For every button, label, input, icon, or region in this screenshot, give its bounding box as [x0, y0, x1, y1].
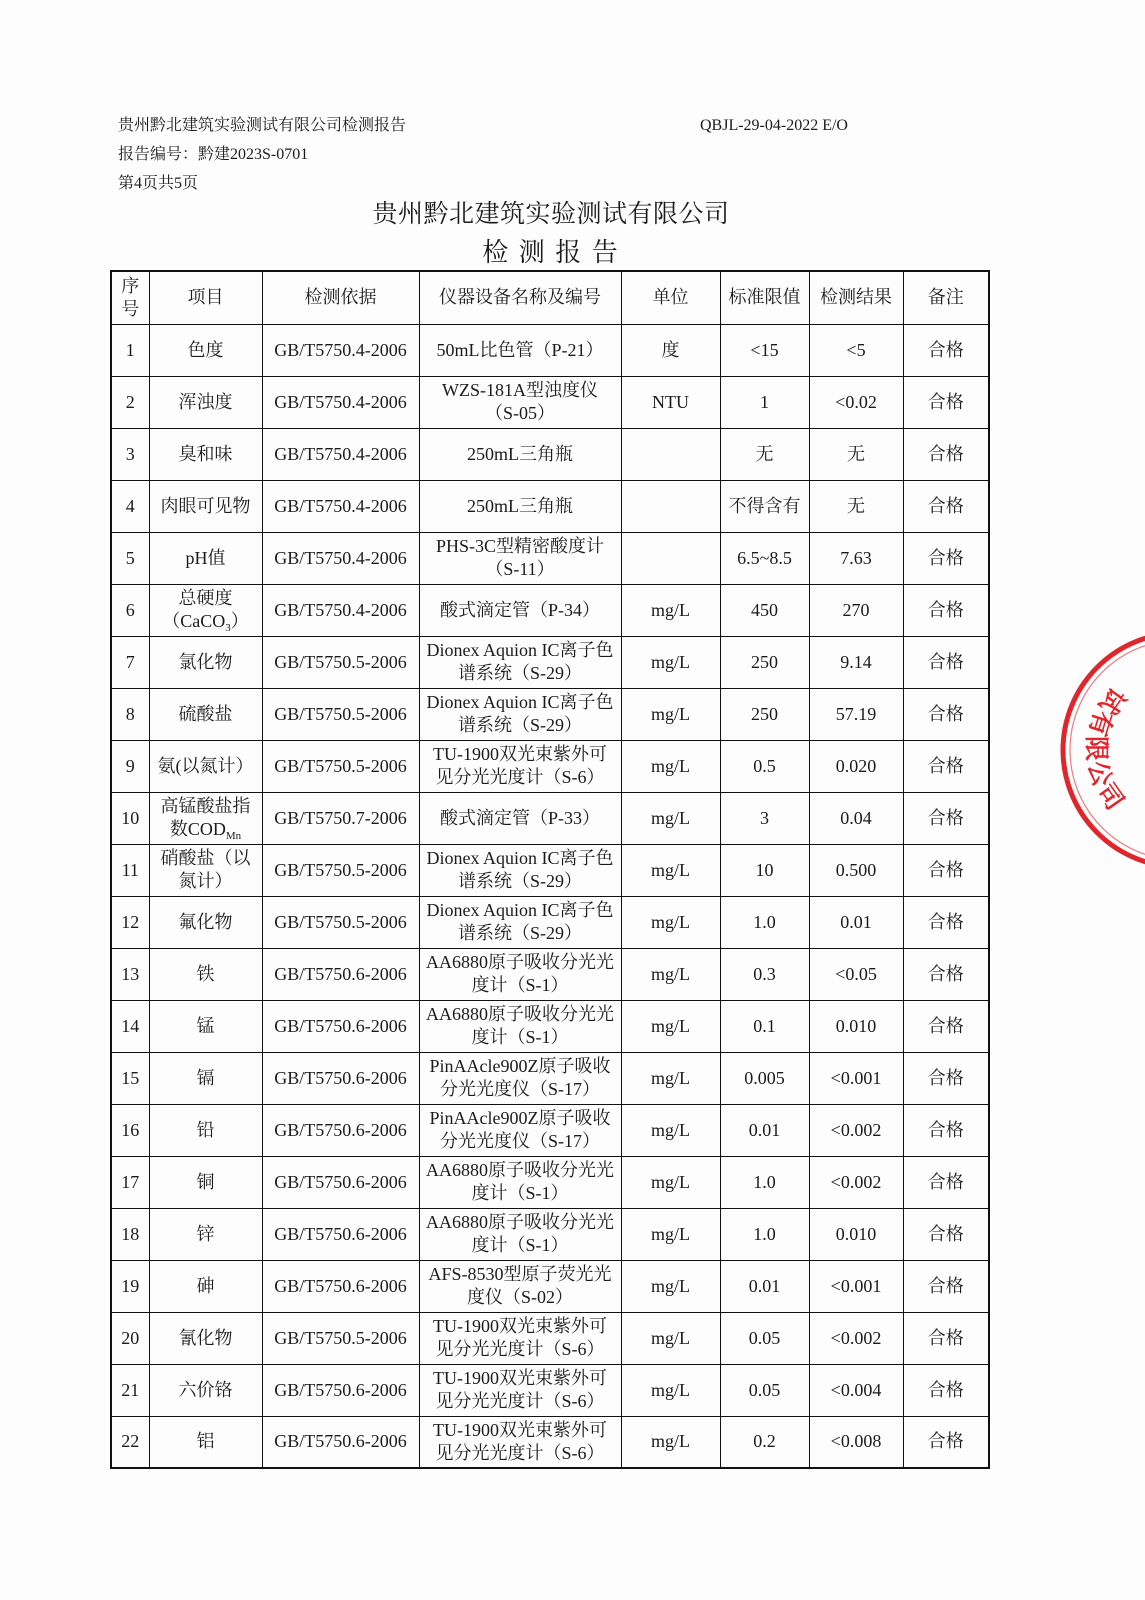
table-header-row — [111, 271, 989, 324]
cell-limit: 450 — [720, 584, 809, 636]
cell-result: 无 — [809, 480, 903, 532]
table-row — [111, 636, 989, 688]
cell-remark: 合格 — [903, 532, 989, 584]
table-row — [111, 1052, 989, 1104]
cell-result: <0.001 — [809, 1052, 903, 1104]
cell-seq: 13 — [111, 948, 149, 1000]
cell-result: <0.001 — [809, 1260, 903, 1312]
cell-result: 0.020 — [809, 740, 903, 792]
cell-method: GB/T5750.4-2006 — [262, 584, 419, 636]
report-header-company: 贵州黔北建筑实验测试有限公司检测报告 — [118, 117, 407, 134]
cell-item: 臭和味 — [149, 428, 262, 480]
cell-seq: 2 — [111, 376, 149, 428]
cell-method: GB/T5750.5-2006 — [262, 636, 419, 688]
cell-item: 硝酸盐（以氮计） — [149, 844, 262, 896]
cell-seq: 10 — [111, 792, 149, 844]
cell-seq: 22 — [111, 1416, 149, 1468]
column-header-limit: 标准限值 — [720, 271, 809, 324]
cell-method: GB/T5750.4-2006 — [262, 324, 419, 376]
cell-instrument: Dionex Aquion IC离子色谱系统（S-29） — [419, 688, 621, 740]
cell-seq: 9 — [111, 740, 149, 792]
table-row — [111, 740, 989, 792]
cell-instrument: 酸式滴定管（P-33） — [419, 792, 621, 844]
cell-method: GB/T5750.6-2006 — [262, 1416, 419, 1468]
cell-method: GB/T5750.6-2006 — [262, 948, 419, 1000]
cell-result: 7.63 — [809, 532, 903, 584]
cell-remark: 合格 — [903, 1416, 989, 1468]
cell-remark: 合格 — [903, 480, 989, 532]
table-row — [111, 948, 989, 1000]
cell-limit: 0.2 — [720, 1416, 809, 1468]
cell-item: 锰 — [149, 1000, 262, 1052]
cell-instrument: TU-1900双光束紫外可见分光光度计（S-6） — [419, 1364, 621, 1416]
cell-result: 0.010 — [809, 1208, 903, 1260]
cell-item: 高锰酸盐指数$COD_{Mn}$ — [149, 792, 262, 844]
column-header-unit: 单位 — [621, 271, 720, 324]
cell-unit: mg/L — [621, 844, 720, 896]
column-header-seq: 序号 — [111, 271, 149, 324]
cell-seq: 6 — [111, 584, 149, 636]
cell-seq: 18 — [111, 1208, 149, 1260]
cell-limit: 10 — [720, 844, 809, 896]
cell-item: 铝 — [149, 1416, 262, 1468]
cell-instrument: AA6880原子吸收分光光度计（S-1） — [419, 1156, 621, 1208]
cell-seq: 8 — [111, 688, 149, 740]
cell-unit: mg/L — [621, 584, 720, 636]
cell-unit: mg/L — [621, 636, 720, 688]
table-row — [111, 844, 989, 896]
table-row — [111, 428, 989, 480]
cell-result: 0.010 — [809, 1000, 903, 1052]
cell-method: GB/T5750.5-2006 — [262, 844, 419, 896]
cell-remark: 合格 — [903, 324, 989, 376]
report-title: 检 测 报 告 — [482, 238, 620, 267]
cell-instrument: AA6880原子吸收分光光度计（S-1） — [419, 1000, 621, 1052]
cell-method: GB/T5750.6-2006 — [262, 1156, 419, 1208]
cell-unit — [621, 532, 720, 584]
table-row — [111, 1260, 989, 1312]
cell-remark: 合格 — [903, 688, 989, 740]
column-header-remark: 备注 — [903, 271, 989, 324]
cell-result: 57.19 — [809, 688, 903, 740]
cell-unit: mg/L — [621, 1104, 720, 1156]
cell-item: 锌 — [149, 1208, 262, 1260]
cell-seq: 16 — [111, 1104, 149, 1156]
cell-result: <0.02 — [809, 376, 903, 428]
cell-method: GB/T5750.6-2006 — [262, 1364, 419, 1416]
cell-remark: 合格 — [903, 1312, 989, 1364]
cell-result: <0.004 — [809, 1364, 903, 1416]
column-header-item: 项目 — [149, 271, 262, 324]
cell-method: GB/T5750.4-2006 — [262, 428, 419, 480]
cell-unit: mg/L — [621, 896, 720, 948]
cell-item: 氟化物 — [149, 896, 262, 948]
table-row — [111, 896, 989, 948]
cell-limit: 0.005 — [720, 1052, 809, 1104]
cell-item: 氰化物 — [149, 1312, 262, 1364]
cell-method: GB/T5750.4-2006 — [262, 532, 419, 584]
table-row — [111, 584, 989, 636]
form-code: QBJL-29-04-2022 E/O — [700, 117, 848, 134]
table-body — [111, 324, 989, 1468]
cell-instrument: PinAAcle900Z原子吸收分光光度仪（S-17） — [419, 1052, 621, 1104]
cell-limit: 6.5~8.5 — [720, 532, 809, 584]
cell-remark: 合格 — [903, 948, 989, 1000]
cell-remark: 合格 — [903, 1260, 989, 1312]
cell-result: <0.008 — [809, 1416, 903, 1468]
cell-instrument: AA6880原子吸收分光光度计（S-1） — [419, 948, 621, 1000]
cell-remark: 合格 — [903, 428, 989, 480]
cell-instrument: PinAAcle900Z原子吸收分光光度仪（S-17） — [419, 1104, 621, 1156]
cell-limit: 1.0 — [720, 1208, 809, 1260]
table-row — [111, 1416, 989, 1468]
cell-seq: 12 — [111, 896, 149, 948]
cell-unit — [621, 480, 720, 532]
cell-instrument: WZS-181A型浊度仪（S-05） — [419, 376, 621, 428]
cell-unit: mg/L — [621, 948, 720, 1000]
cell-seq: 1 — [111, 324, 149, 376]
cell-remark: 合格 — [903, 896, 989, 948]
cell-remark: 合格 — [903, 1052, 989, 1104]
cell-remark: 合格 — [903, 584, 989, 636]
cell-instrument: TU-1900双光束紫外可见分光光度计（S-6） — [419, 740, 621, 792]
cell-method: GB/T5750.5-2006 — [262, 688, 419, 740]
cell-unit: mg/L — [621, 1208, 720, 1260]
cell-result: 0.04 — [809, 792, 903, 844]
cell-instrument: PHS-3C型精密酸度计（S-11） — [419, 532, 621, 584]
cell-unit: mg/L — [621, 1260, 720, 1312]
cell-seq: 19 — [111, 1260, 149, 1312]
cell-unit: mg/L — [621, 1312, 720, 1364]
cell-limit: 250 — [720, 636, 809, 688]
table-row — [111, 480, 989, 532]
cell-instrument: AFS-8530型原子荧光光度仪（S-02） — [419, 1260, 621, 1312]
cell-method: GB/T5750.7-2006 — [262, 792, 419, 844]
cell-limit: 0.1 — [720, 1000, 809, 1052]
cell-instrument: Dionex Aquion IC离子色谱系统（S-29） — [419, 636, 621, 688]
cell-limit: 0.01 — [720, 1260, 809, 1312]
cell-result: 0.500 — [809, 844, 903, 896]
cell-seq: 3 — [111, 428, 149, 480]
column-header-instrument: 仪器设备名称及编号 — [419, 271, 621, 324]
cell-seq: 14 — [111, 1000, 149, 1052]
table-row — [111, 1104, 989, 1156]
cell-method: GB/T5750.5-2006 — [262, 1312, 419, 1364]
report-number: 报告编号：黔建2023S-0701 — [118, 146, 309, 163]
cell-remark: 合格 — [903, 1208, 989, 1260]
cell-instrument: 250mL三角瓶 — [419, 428, 621, 480]
cell-result: <5 — [809, 324, 903, 376]
cell-unit: NTU — [621, 376, 720, 428]
cell-item: 硫酸盐 — [149, 688, 262, 740]
table-row — [111, 376, 989, 428]
cell-seq: 11 — [111, 844, 149, 896]
cell-instrument: Dionex Aquion IC离子色谱系统（S-29） — [419, 896, 621, 948]
cell-limit: 0.3 — [720, 948, 809, 1000]
cell-item: 氯化物 — [149, 636, 262, 688]
cell-seq: 17 — [111, 1156, 149, 1208]
cell-method: GB/T5750.6-2006 — [262, 1104, 419, 1156]
company-seal-stamp — [1050, 620, 1145, 880]
table-row — [111, 1364, 989, 1416]
cell-limit: 不得含有 — [720, 480, 809, 532]
cell-result: 无 — [809, 428, 903, 480]
column-header-method: 检测依据 — [262, 271, 419, 324]
cell-limit: 0.05 — [720, 1364, 809, 1416]
cell-remark: 合格 — [903, 792, 989, 844]
subscript: Mn — [225, 830, 242, 842]
table-row — [111, 1000, 989, 1052]
cell-limit: 1.0 — [720, 896, 809, 948]
cell-item: 铜 — [149, 1156, 262, 1208]
table-row — [111, 324, 989, 376]
cell-unit: 度 — [621, 324, 720, 376]
cell-limit: 3 — [720, 792, 809, 844]
table-row — [111, 1312, 989, 1364]
cell-unit: mg/L — [621, 1000, 720, 1052]
cell-instrument: 50mL比色管（P-21） — [419, 324, 621, 376]
cell-item: 肉眼可见物 — [149, 480, 262, 532]
cell-unit: mg/L — [621, 792, 720, 844]
cell-limit: 0.01 — [720, 1104, 809, 1156]
cell-instrument: TU-1900双光束紫外可见分光光度计（S-6） — [419, 1416, 621, 1468]
cell-limit: 0.05 — [720, 1312, 809, 1364]
test-results-table — [110, 270, 990, 1469]
cell-result: <0.002 — [809, 1104, 903, 1156]
cell-item: 色度 — [149, 324, 262, 376]
cell-item: 铁 — [149, 948, 262, 1000]
cell-item: 氨(以氮计） — [149, 740, 262, 792]
cell-instrument: Dionex Aquion IC离子色谱系统（S-29） — [419, 844, 621, 896]
table-row — [111, 532, 989, 584]
cell-unit: mg/L — [621, 1364, 720, 1416]
cell-method: GB/T5750.6-2006 — [262, 1000, 419, 1052]
cell-instrument: 酸式滴定管（P-34） — [419, 584, 621, 636]
cell-seq: 5 — [111, 532, 149, 584]
cell-unit: mg/L — [621, 688, 720, 740]
cell-limit: <15 — [720, 324, 809, 376]
cell-method: GB/T5750.4-2006 — [262, 480, 419, 532]
column-header-result: 检测结果 — [809, 271, 903, 324]
cell-result: 0.01 — [809, 896, 903, 948]
table-row — [111, 792, 989, 844]
cell-result: 270 — [809, 584, 903, 636]
cell-method: GB/T5750.5-2006 — [262, 740, 419, 792]
cell-item: pH值 — [149, 532, 262, 584]
page-indicator: 第4页共5页 — [118, 175, 199, 192]
cell-result: <0.002 — [809, 1312, 903, 1364]
svg-text:试有限公司 — [1082, 682, 1132, 817]
cell-remark: 合格 — [903, 1156, 989, 1208]
cell-seq: 4 — [111, 480, 149, 532]
cell-unit: mg/L — [621, 1052, 720, 1104]
cell-instrument: 250mL三角瓶 — [419, 480, 621, 532]
seal-text: 试有限公司 — [1081, 682, 1132, 818]
cell-remark: 合格 — [903, 636, 989, 688]
subscript: 3 — [225, 622, 231, 634]
cell-method: GB/T5750.4-2006 — [262, 376, 419, 428]
cell-unit: mg/L — [621, 740, 720, 792]
cell-remark: 合格 — [903, 1364, 989, 1416]
cell-unit: mg/L — [621, 1416, 720, 1468]
table-row — [111, 688, 989, 740]
cell-item: 六价铬 — [149, 1364, 262, 1416]
table-head — [111, 271, 989, 324]
cell-limit: 1 — [720, 376, 809, 428]
cell-unit: mg/L — [621, 1156, 720, 1208]
cell-result: 9.14 — [809, 636, 903, 688]
cell-result: <0.05 — [809, 948, 903, 1000]
cell-limit: 0.5 — [720, 740, 809, 792]
cell-method: GB/T5750.6-2006 — [262, 1260, 419, 1312]
cell-seq: 20 — [111, 1312, 149, 1364]
cell-method: GB/T5750.6-2006 — [262, 1208, 419, 1260]
cell-remark: 合格 — [903, 844, 989, 896]
cell-instrument: AA6880原子吸收分光光度计（S-1） — [419, 1208, 621, 1260]
cell-unit — [621, 428, 720, 480]
cell-seq: 21 — [111, 1364, 149, 1416]
cell-limit: 250 — [720, 688, 809, 740]
cell-item: 铅 — [149, 1104, 262, 1156]
cell-seq: 15 — [111, 1052, 149, 1104]
cell-remark: 合格 — [903, 740, 989, 792]
cell-remark: 合格 — [903, 376, 989, 428]
cell-remark: 合格 — [903, 1000, 989, 1052]
cell-method: GB/T5750.5-2006 — [262, 896, 419, 948]
cell-item: 砷 — [149, 1260, 262, 1312]
table-row — [111, 1156, 989, 1208]
cell-item: 总硬度（CaCO$_3$） — [149, 584, 262, 636]
cell-instrument: TU-1900双光束紫外可见分光光度计（S-6） — [419, 1312, 621, 1364]
cell-limit: 1.0 — [720, 1156, 809, 1208]
cell-item: 浑浊度 — [149, 376, 262, 428]
cell-seq: 7 — [111, 636, 149, 688]
cell-limit: 无 — [720, 428, 809, 480]
table-row — [111, 1208, 989, 1260]
cell-remark: 合格 — [903, 1104, 989, 1156]
cell-method: GB/T5750.6-2006 — [262, 1052, 419, 1104]
company-title: 贵州黔北建筑实验测试有限公司 — [372, 201, 730, 228]
cell-result: <0.002 — [809, 1156, 903, 1208]
cell-item: 镉 — [149, 1052, 262, 1104]
